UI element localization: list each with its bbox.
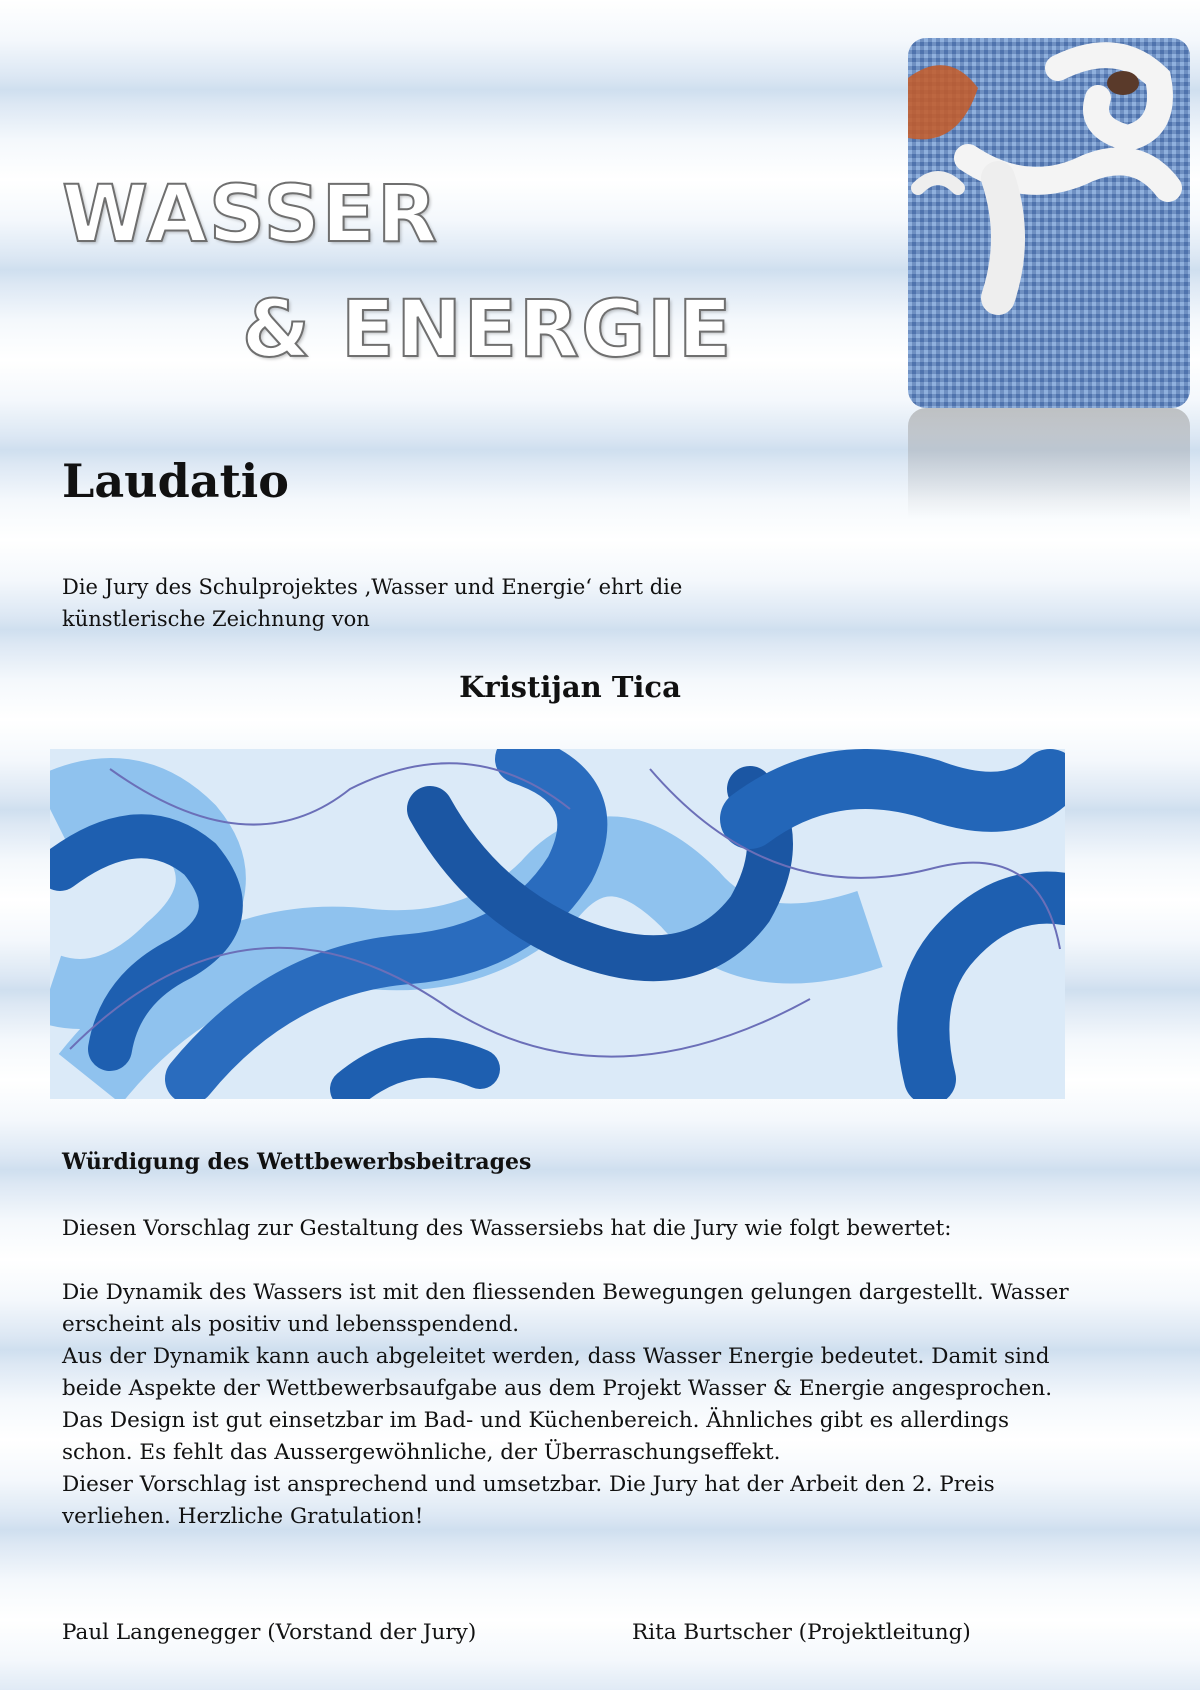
section-subheading: Würdigung des Wettbewerbsbeitrages <box>62 1149 532 1175</box>
mosaic-reflection <box>908 408 1190 518</box>
paragraph: Das Design ist gut einsetzbar im Bad- und Küchenbereich. Ähnliches gibt es allerdings schon. Es fehlt das Aussergewöhnliche, der Überraschungseffekt. <box>62 1408 1010 1465</box>
assessment-text <box>62 1277 1072 1533</box>
mosaic-artwork-image <box>908 38 1190 408</box>
signature-project-lead: Rita Burtscher (Projektleitung) <box>632 1620 971 1645</box>
signature-jury-chair: Paul Langenegger (Vorstand der Jury) <box>62 1620 477 1645</box>
blue-water-drawing-image <box>50 749 1065 1099</box>
paragraph: Dieser Vorschlag ist ansprechend und umsetzbar. Die Jury hat der Arbeit den 2. Preis verliehen. Herzliche Gratulation! <box>62 1472 995 1529</box>
lead-paragraph: Diesen Vorschlag zur Gestaltung des Wassersiebs hat die Jury wie folgt bewertet: <box>62 1216 952 1241</box>
title-energie: & ENERGIE <box>242 285 734 375</box>
honoree-name: Kristijan Tica <box>459 670 681 704</box>
intro-text: Die Jury des Schulprojektes ‚Wasser und Energie‘ ehrt die künstlerische Zeichnung von <box>62 575 683 631</box>
paragraph: Die Dynamik des Wassers ist mit den fliessenden Bewegungen gelungen dargestellt. Wasser erscheint als positiv und lebensspendend. <box>62 1280 1069 1337</box>
title-wasser: WASSER <box>62 170 440 260</box>
paragraph: Aus der Dynamik kann auch abgeleitet werden, dass Wasser Energie bedeutet. Damit sind beide Aspekte der Wettbewerbsaufgabe aus dem Projekt Wasser & Energie angesprochen. <box>62 1344 1053 1401</box>
page-heading: Laudatio <box>62 454 289 508</box>
